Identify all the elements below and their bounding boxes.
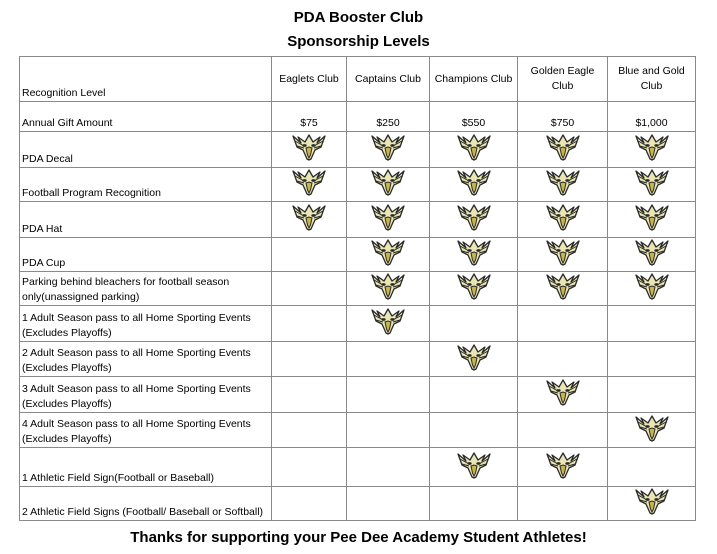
benefit-cell-eaglets: [272, 168, 347, 202]
header-row: [20, 57, 696, 102]
eagle-head-icon: [635, 272, 669, 300]
eagle-head-icon: [457, 451, 491, 479]
amount-row: [20, 102, 696, 132]
benefit-label: PDA Hat: [20, 202, 272, 238]
benefit-row: [20, 413, 696, 448]
benefit-cell-captains: [347, 377, 430, 413]
benefit-cell-champions: [430, 272, 518, 306]
benefit-row: [20, 342, 696, 377]
eagle-head-icon: [546, 133, 580, 161]
benefit-row: [20, 272, 696, 306]
benefit-cell-eaglets: [272, 132, 347, 168]
eagle-head-icon: [457, 272, 491, 300]
eagle-head-icon: [635, 203, 669, 231]
document-title: [0, 6, 717, 54]
benefit-cell-eaglets: [272, 238, 347, 272]
benefit-cell-captains: [347, 132, 430, 168]
amount-blue-and-gold: $1,000: [608, 102, 696, 132]
benefit-cell-champions: [430, 132, 518, 168]
benefit-cell-golden-eagle: [518, 168, 608, 202]
benefit-label: 3 Adult Season pass to all Home Sporting Events (Excludes Playoffs): [20, 377, 272, 413]
benefit-cell-blue-and-gold: [608, 487, 696, 521]
benefit-label: Football Program Recognition: [20, 168, 272, 202]
benefit-cell-captains: [347, 306, 430, 342]
benefit-cell-blue-and-gold: [608, 238, 696, 272]
benefit-cell-eaglets: [272, 487, 347, 521]
eagle-head-icon: [546, 168, 580, 196]
eagle-head-icon: [292, 133, 326, 161]
eagle-head-icon: [546, 203, 580, 231]
column-header-blue-and-gold: Blue and Gold Club: [608, 57, 696, 102]
benefit-cell-captains: [347, 413, 430, 448]
benefit-cell-champions: [430, 377, 518, 413]
benefit-cell-blue-and-gold: [608, 168, 696, 202]
benefit-label: 1 Athletic Field Sign(Football or Baseball): [20, 448, 272, 487]
benefit-cell-golden-eagle: [518, 272, 608, 306]
eagle-head-icon: [635, 168, 669, 196]
benefit-cell-eaglets: [272, 202, 347, 238]
eagle-head-icon: [371, 238, 405, 266]
title-line-1: PDA Booster Club: [293, 9, 424, 26]
benefit-label: PDA Decal: [20, 132, 272, 168]
eagle-head-icon: [292, 168, 326, 196]
amount-captains: $250: [347, 102, 430, 132]
benefit-cell-champions: [430, 306, 518, 342]
eagle-head-icon: [457, 133, 491, 161]
benefit-cell-captains: [347, 202, 430, 238]
benefit-label: 2 Adult Season pass to all Home Sporting Events (Excludes Playoffs): [20, 342, 272, 377]
benefit-row: [20, 306, 696, 342]
eagle-head-icon: [635, 487, 669, 515]
eagle-head-icon: [546, 378, 580, 406]
amount-row-label: Annual Gift Amount: [20, 102, 272, 132]
benefit-cell-golden-eagle: [518, 202, 608, 238]
benefit-row: [20, 377, 696, 413]
benefit-label: Parking behind bleachers for football season only(unassigned parking): [20, 272, 272, 306]
benefit-cell-eaglets: [272, 413, 347, 448]
benefit-cell-champions: [430, 448, 518, 487]
benefit-cell-golden-eagle: [518, 487, 608, 521]
column-header-captains: Captains Club: [347, 57, 430, 102]
benefit-row: [20, 238, 696, 272]
eagle-head-icon: [457, 168, 491, 196]
amount-golden-eagle: $750: [518, 102, 608, 132]
benefit-cell-champions: [430, 342, 518, 377]
benefit-cell-golden-eagle: [518, 306, 608, 342]
benefit-cell-blue-and-gold: [608, 377, 696, 413]
eagle-head-icon: [371, 133, 405, 161]
benefit-cell-blue-and-gold: [608, 448, 696, 487]
eagle-head-icon: [546, 451, 580, 479]
eagle-head-icon: [371, 203, 405, 231]
column-header-golden-eagle: Golden Eagle Club: [518, 57, 608, 102]
benefit-label: 1 Adult Season pass to all Home Sporting Events (Excludes Playoffs): [20, 306, 272, 342]
benefit-cell-golden-eagle: [518, 132, 608, 168]
benefit-row: [20, 448, 696, 487]
benefit-label: 4 Adult Season pass to all Home Sporting Events (Excludes Playoffs): [20, 413, 272, 448]
benefit-cell-captains: [347, 168, 430, 202]
eagle-head-icon: [292, 203, 326, 231]
benefit-row: [20, 487, 696, 521]
benefit-cell-blue-and-gold: [608, 202, 696, 238]
benefit-cell-golden-eagle: [518, 413, 608, 448]
eagle-head-icon: [635, 133, 669, 161]
eagle-head-icon: [371, 272, 405, 300]
amount-champions: $550: [430, 102, 518, 132]
benefit-cell-champions: [430, 168, 518, 202]
benefit-cell-captains: [347, 487, 430, 521]
benefit-cell-blue-and-gold: [608, 272, 696, 306]
benefit-cell-captains: [347, 272, 430, 306]
eagle-head-icon: [371, 307, 405, 335]
eagle-head-icon: [546, 272, 580, 300]
benefit-row: [20, 168, 696, 202]
benefit-cell-champions: [430, 202, 518, 238]
benefit-cell-champions: [430, 413, 518, 448]
eagle-head-icon: [635, 414, 669, 442]
sponsorship-table: [19, 56, 696, 521]
benefit-cell-blue-and-gold: [608, 306, 696, 342]
eagle-head-icon: [457, 343, 491, 371]
recognition-level-header: Recognition Level: [20, 57, 272, 102]
eagle-head-icon: [635, 238, 669, 266]
title-line-2: Sponsorship Levels: [287, 33, 430, 50]
benefit-cell-champions: [430, 238, 518, 272]
amount-eaglets: $75: [272, 102, 347, 132]
eagle-head-icon: [546, 238, 580, 266]
footer-thanks: Thanks for supporting your Pee Dee Academy Student Athletes!: [130, 529, 587, 546]
eagle-head-icon: [457, 203, 491, 231]
benefit-cell-eaglets: [272, 448, 347, 487]
benefit-cell-eaglets: [272, 306, 347, 342]
benefit-cell-golden-eagle: [518, 377, 608, 413]
column-header-champions: Champions Club: [430, 57, 518, 102]
benefit-row: [20, 132, 696, 168]
benefit-cell-blue-and-gold: [608, 342, 696, 377]
benefit-cell-golden-eagle: [518, 238, 608, 272]
benefit-cell-eaglets: [272, 377, 347, 413]
benefit-cell-golden-eagle: [518, 342, 608, 377]
benefit-cell-eaglets: [272, 342, 347, 377]
benefit-row: [20, 202, 696, 238]
benefit-cell-blue-and-gold: [608, 132, 696, 168]
benefit-label: 2 Athletic Field Signs (Football/ Baseball or Softball): [20, 487, 272, 521]
benefit-cell-eaglets: [272, 272, 347, 306]
benefit-cell-captains: [347, 342, 430, 377]
benefit-cell-blue-and-gold: [608, 413, 696, 448]
benefit-cell-golden-eagle: [518, 448, 608, 487]
column-header-eaglets: Eaglets Club: [272, 57, 347, 102]
benefit-cell-champions: [430, 487, 518, 521]
benefit-label: PDA Cup: [20, 238, 272, 272]
benefit-cell-captains: [347, 238, 430, 272]
benefit-cell-captains: [347, 448, 430, 487]
eagle-head-icon: [457, 238, 491, 266]
eagle-head-icon: [371, 168, 405, 196]
